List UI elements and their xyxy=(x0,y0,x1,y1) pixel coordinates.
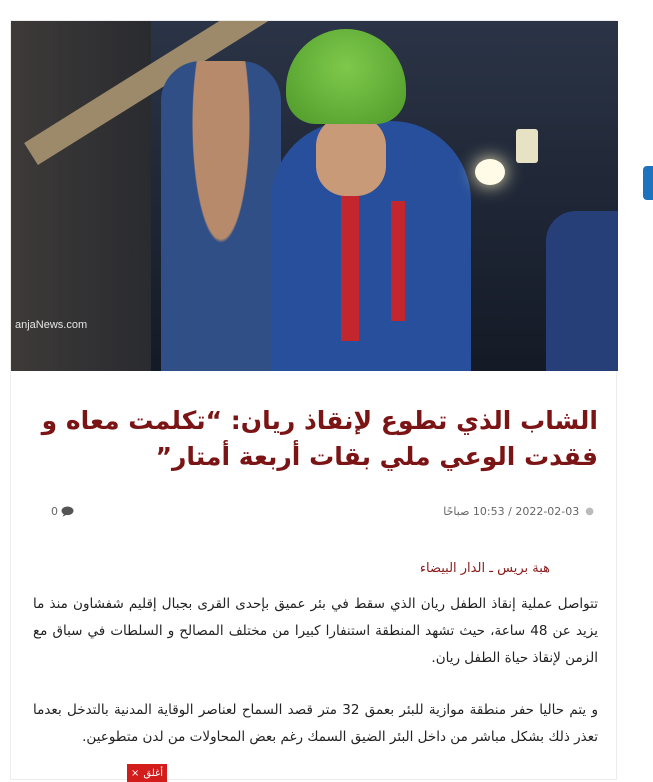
article-paragraph: تتواصل عملية إنقاذ الطفل ريان الذي سقط في بئر عميق بإحدى القرى بجبال إقليم شفشاون منذ ما يزيد عن 48 ساعة، حيث تشهد المنطقة استنفارا كبيرا من مختلف المصالح و السلطات في سباق مع الزمن لإنقاذ حياة الطفل ريان. xyxy=(33,596,598,666)
comments-link[interactable] xyxy=(51,505,74,518)
image-volunteer-face xyxy=(316,116,386,196)
meta-dot-icon: ● xyxy=(585,506,594,517)
image-harness-strap xyxy=(341,191,359,341)
article-byline: هبة بريس ـ الدار البيضاء xyxy=(419,561,550,576)
close-icon: × xyxy=(131,767,140,779)
comment-icon xyxy=(61,506,74,517)
comments-count: 0 xyxy=(51,505,58,518)
side-tab-button[interactable] xyxy=(643,166,653,200)
article-meta xyxy=(33,505,598,523)
article-title: الشاب الذي تطوع لإنقاذ ريان: “تكلمت معاه و فقدت الوعي ملي بقات أربعة أمتار” xyxy=(41,406,598,471)
image-harness-strap-2 xyxy=(391,201,405,321)
article-date: 2022-02-03 / 10:53 صباحًا xyxy=(443,505,580,518)
image-flashlight xyxy=(475,159,505,185)
ad-close-label: أغلق xyxy=(143,767,164,779)
article-card xyxy=(10,20,617,780)
image-green-helmet xyxy=(286,29,406,124)
ad-close-badge[interactable] xyxy=(127,764,167,782)
article-image[interactable] xyxy=(11,21,618,371)
article-paragraph: و يتم حاليا حفر منطقة موازية للبئر بعمق 32 متر قصد السماح لعناصر الوقاية المدنية بالتدخل بعدما تعذر ذلك بشكل مباشر من داخل البئر الضيق السمك رغم بعض المحاولات من لدن متطوعين. xyxy=(33,702,598,745)
image-watermark: anjaNews.com xyxy=(15,319,88,331)
image-phone xyxy=(516,129,538,163)
image-person-right xyxy=(546,211,618,371)
article-date-wrap xyxy=(443,505,594,518)
image-person-left xyxy=(161,61,281,371)
